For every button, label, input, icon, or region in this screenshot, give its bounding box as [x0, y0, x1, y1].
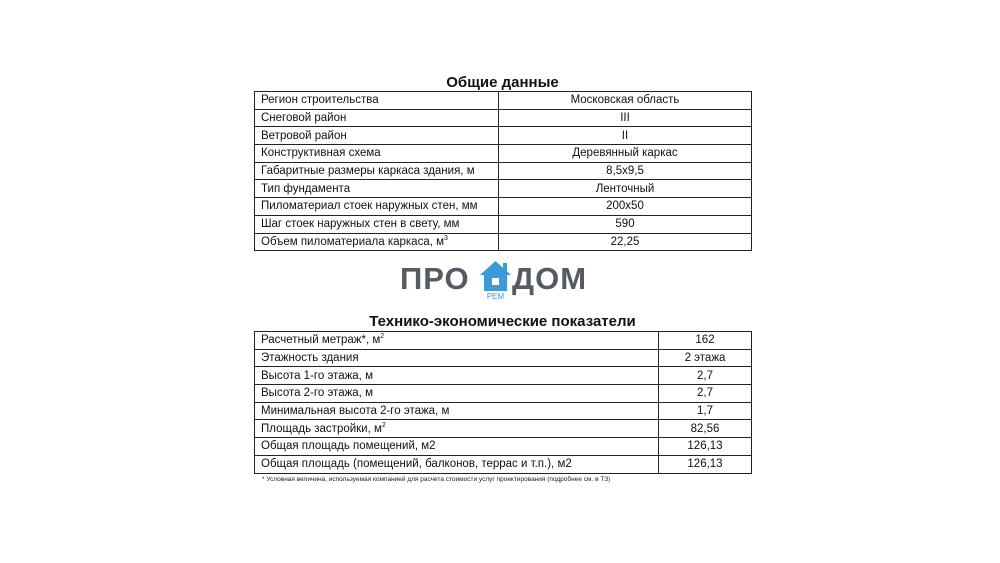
general-data-row [255, 127, 752, 145]
row-label: Минимальная высота 2-го этажа, м [261, 405, 450, 418]
economic-indicators-value-cell: 2,7 [659, 367, 752, 385]
general-data-label-cell [255, 162, 499, 180]
row-label: Тип фундамента [261, 182, 351, 195]
economic-indicators-row [255, 332, 752, 350]
economic-indicators-row [255, 420, 752, 438]
general-data-label-cell [255, 180, 499, 198]
row-label: Высота 1-го этажа, м [261, 369, 373, 382]
row-label: Общая площадь (помещений, балконов, террас и т.п.), м2 [261, 458, 572, 471]
row-label: Высота 2-го этажа, м [261, 387, 373, 400]
economic-indicators-value-cell: 126,13 [659, 438, 752, 456]
economic-indicators-row [255, 385, 752, 403]
general-data-label-cell [255, 215, 499, 233]
economic-indicators-label-cell [255, 402, 659, 420]
general-data-title: Общие данные [446, 74, 559, 91]
row-label: Пиломатериал стоек наружных стен, мм [261, 200, 478, 213]
economic-indicators-label-cell [255, 367, 659, 385]
general-data-value-cell: 22,25 [499, 233, 752, 251]
economic-indicators-label-cell [255, 332, 659, 350]
economic-indicators-row [255, 367, 752, 385]
logo-house-caption: РЕМ [486, 292, 505, 300]
general-data-row [255, 92, 752, 110]
row-label: Шаг стоек наружных стен в свету, мм [261, 218, 460, 231]
row-label: Габаритные размеры каркаса здания, м [261, 165, 475, 178]
economic-indicators-row [255, 402, 752, 420]
general-data-value-cell: III [499, 109, 752, 127]
economic-indicators-value-cell: 2,7 [659, 385, 752, 403]
general-data-label-cell [255, 109, 499, 127]
general-data-row [255, 145, 752, 163]
logo-right-text: ДОМ [512, 261, 588, 296]
general-data-row [255, 215, 752, 233]
general-data-value-cell: 200х50 [499, 198, 752, 216]
row-label: Конструктивная схема [261, 147, 381, 160]
economic-indicators-table [254, 331, 752, 474]
row-label: Снеговой район [261, 112, 347, 125]
general-data-value-cell: Московская область [499, 92, 752, 110]
general-data-label-cell [255, 198, 499, 216]
economic-indicators-title: Технико-экономические показатели [369, 313, 636, 330]
unit-superscript: 2 [381, 421, 386, 429]
house-icon [479, 260, 512, 300]
general-data-label-cell [255, 233, 499, 251]
economic-indicators-label-cell [255, 438, 659, 456]
general-data-row [255, 233, 752, 251]
general-data-value-cell: Деревянный каркас [499, 145, 752, 163]
economic-indicators-value-cell: 82,56 [659, 420, 752, 438]
general-data-label-cell [255, 127, 499, 145]
row-label: Площадь застройки, м [261, 422, 382, 435]
economic-indicators-value-cell: 162 [659, 332, 752, 350]
unit-superscript: 2 [380, 333, 385, 341]
logo-left-text: ПРО [400, 261, 470, 296]
economic-indicators-row [255, 349, 752, 367]
economic-indicators-label-cell [255, 349, 659, 367]
general-data-value-cell: Ленточный [499, 180, 752, 198]
economic-indicators-row [255, 455, 752, 473]
economic-indicators-value-cell: 1,7 [659, 402, 752, 420]
general-data-label-cell [255, 145, 499, 163]
general-data-row [255, 198, 752, 216]
general-data-value-cell: II [499, 127, 752, 145]
economic-indicators-value-cell: 126,13 [659, 455, 752, 473]
economic-indicators-row [255, 438, 752, 456]
general-data-table [254, 91, 752, 251]
row-label: Ветровой район [261, 129, 347, 142]
footnote: * Условная величина, используемая компанией для расчета стоимости услуг проектирования (подробнее см. в ТЗ) [262, 476, 611, 483]
row-label: Общая площадь помещений, м2 [261, 440, 436, 453]
economic-indicators-value-cell: 2 этажа [659, 349, 752, 367]
row-label: Этажность здания [261, 352, 359, 365]
general-data-row [255, 180, 752, 198]
row-label: Расчетный метраж*, м [261, 334, 381, 347]
general-data-value-cell: 590 [499, 215, 752, 233]
economic-indicators-label-cell [255, 455, 659, 473]
economic-indicators-label-cell [255, 420, 659, 438]
row-label: Объем пиломатериала каркаса, м [261, 235, 445, 248]
row-label: Регион строительства [261, 94, 379, 107]
economic-indicators-label-cell [255, 385, 659, 403]
general-data-value-cell: 8,5х9,5 [499, 162, 752, 180]
general-data-label-cell [255, 92, 499, 110]
general-data-row [255, 162, 752, 180]
prodom-logo [400, 260, 600, 300]
unit-superscript: 3 [444, 235, 448, 243]
general-data-row [255, 109, 752, 127]
